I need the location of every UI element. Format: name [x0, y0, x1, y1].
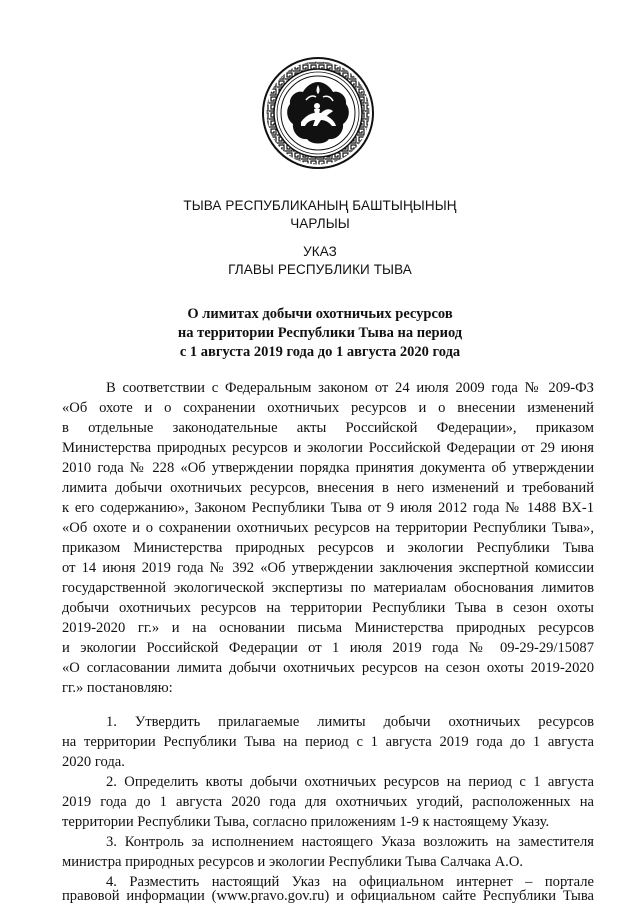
item-1-line: 2020 года.	[62, 754, 125, 770]
preamble-line: «Об охоте и о сохранении охотничьих ресурсов на территории Республики Тыва»,	[62, 520, 594, 536]
preamble-line: 2010 года № 228 «Об утверждении порядка принятия документа об утверждении	[62, 460, 594, 476]
preamble-line: к его содержанию», Законом Республики Тыва от 9 июля 2012 года № 1488 ВХ-1	[62, 500, 594, 516]
header-ukaz: УКАЗ	[303, 244, 337, 259]
preamble-line: В соответствии с Федеральным законом от 24 июля 2009 года № 209-ФЗ	[106, 380, 594, 396]
header-glava: ГЛАВЫ РЕСПУБЛИКИ ТЫВА	[228, 262, 412, 277]
preamble-line: «Об охоте и о сохранении охотничьих ресурсов и о внесении изменений	[62, 400, 594, 416]
item-4-line: 4. Разместить настоящий Указ на официальном интернет – портале	[106, 874, 594, 890]
preamble-line: лимита добычи охотничьих ресурсов, внесения в него изменений и требований	[62, 480, 594, 496]
preamble-line: 2019-2020 гг.» и на основании письма Министерства природных ресурсов	[62, 620, 594, 636]
preamble-line: добычи охотничьих ресурсов на территории Республики Тыва в сезон охоты	[62, 600, 594, 616]
item-1-line: 1. Утвердить прилагаемые лимиты добычи охотничьих ресурсов	[106, 714, 594, 730]
preamble-line: «О согласовании лимита добычи охотничьих ресурсов на сезон охоты 2019-2020	[62, 660, 594, 676]
tyva-emblem-seal	[261, 56, 375, 170]
title-line-1: О лимитах добычи охотничьих ресурсов	[187, 306, 453, 322]
header-tyva-line1: ТЫВА РЕСПУБЛИКАНЫҢ БАШТЫҢЫНЫҢ	[183, 198, 457, 213]
preamble-line: в отдельные законодательные акты Российской Федерации», приказом	[62, 420, 594, 436]
preamble-line: приказом Министерства природных ресурсов и экологии Республики Тыва	[62, 540, 594, 556]
item-4-line: правовой информации (www.pravo.gov.ru) и официальном сайте Республики Тыва	[62, 888, 594, 904]
item-2-line: 2019 года до 1 августа 2020 года для охотничьих угодий, расположенных на	[62, 794, 594, 810]
item-1-line: на территории Республики Тыва на период с 1 августа 2019 года до 1 августа	[62, 734, 594, 750]
preamble-line: и экологии Российской Федерации от 1 июля 2019 года № 09-29-29/15087	[62, 640, 594, 656]
preamble-line: от 14 июня 2019 года № 392 «Об утверждении заключения экспертной комиссии	[62, 560, 594, 576]
item-3-line: министра природных ресурсов и экологии Республики Тыва Салчака А.О.	[62, 854, 524, 870]
item-3-line: 3. Контроль за исполнением настоящего Указа возложить на заместителя	[106, 834, 594, 850]
preamble-line: гг.» постановляю:	[62, 680, 173, 696]
title-line-3: с 1 августа 2019 года до 1 августа 2020 года	[179, 344, 461, 360]
item-2-line: территории Республики Тыва, согласно приложениям 1-9 к настоящему Указу.	[62, 814, 550, 830]
item-2-line: 2. Определить квоты добычи охотничьих ресурсов на период с 1 августа	[106, 774, 594, 790]
header-tyva-line2: ЧАРЛЫЫ	[290, 216, 350, 231]
preamble-line: Министерства природных ресурсов и экологии Российской Федерации от 29 июня	[62, 440, 594, 456]
title-line-2: на территории Республики Тыва на период	[177, 325, 463, 341]
preamble-line: государственной экологической экспертизы по материалам обоснования лимитов	[62, 580, 594, 596]
